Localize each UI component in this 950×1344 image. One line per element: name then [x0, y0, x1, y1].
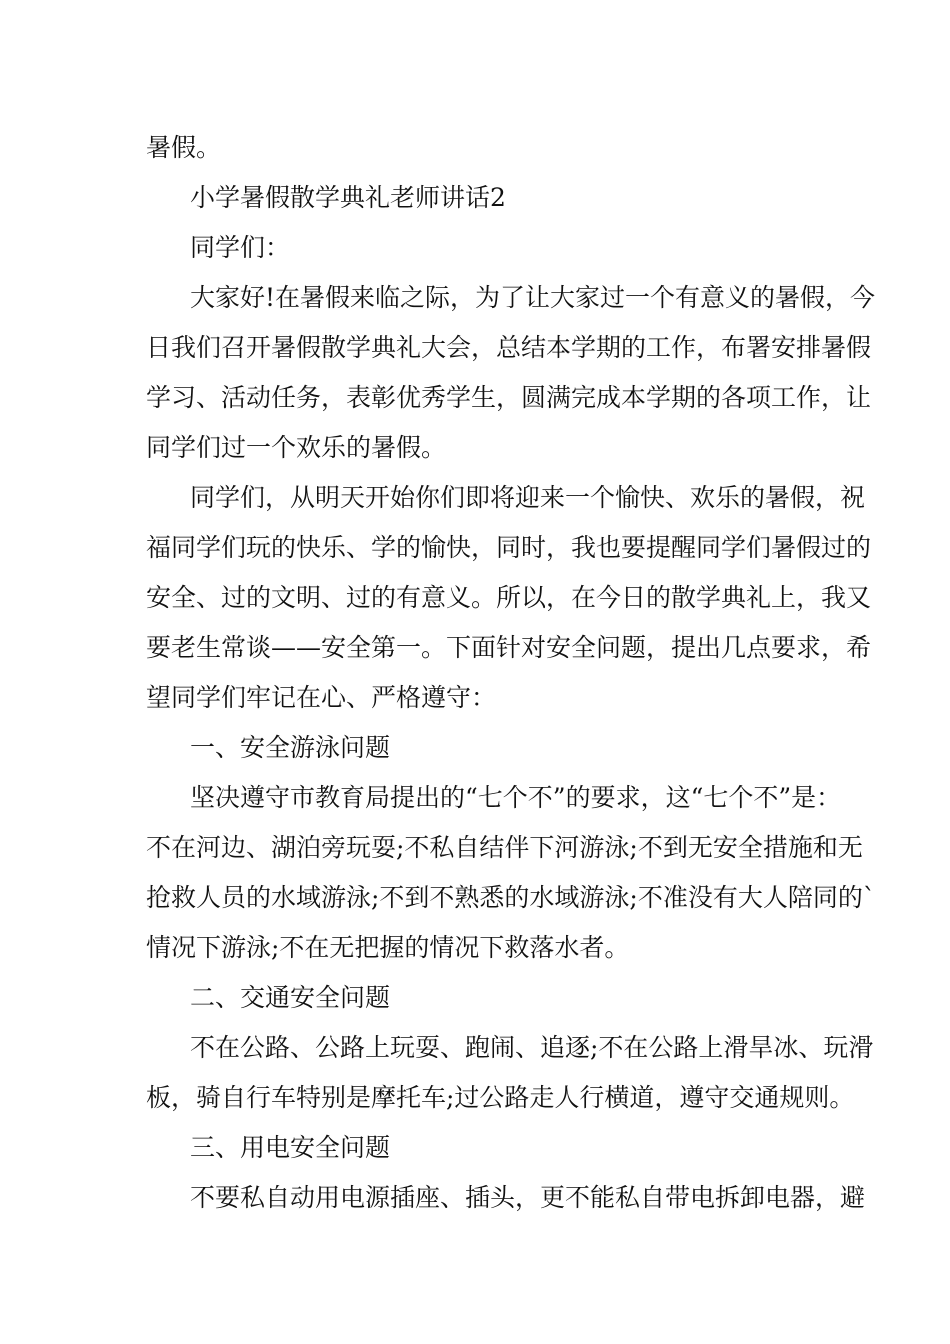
text-line-content: 不在公路、公路上玩耍、跑闹、追逐;不在公路上滑旱冰、玩滑 — [190, 1033, 874, 1062]
text-line-content: 暑假。 — [146, 133, 222, 162]
text-line-content: 要老生常谈——安全第一。下面针对安全问题，提出几点要求，希 — [146, 633, 872, 662]
text-line-content: 情况下游泳;不在无把握的情况下救落水者。 — [146, 933, 630, 962]
text-line-content: 大家好!在暑假来临之际，为了让大家过一个有意义的暑假，今 — [190, 283, 876, 312]
section-heading-text: 三、用电安全问题 — [190, 1133, 391, 1162]
text-line-content: 坚决遵守市教育局提出的“七个不”的要求，这“七个不”是： — [190, 783, 842, 812]
text-line-content: 福同学们玩的快乐、学的愉快，同时，我也要提醒同学们暑假过的 — [146, 533, 872, 562]
section-heading-text: 二、交通安全问题 — [190, 983, 391, 1012]
text-line-content: 板，骑自行车特别是摩托车;过公路走人行横道，遵守交通规则。 — [146, 1083, 855, 1112]
text-line-content: 安全、过的文明、过的有意义。所以，在今日的散学典礼上，我又 — [146, 583, 872, 612]
text-line-content: 抢救人员的水域游泳;不到不熟悉的水域游泳;不准没有大人陪同的` — [146, 883, 876, 912]
text-line-content: 学习、活动任务，表彰优秀学生，圆满完成本学期的各项工作，让 — [146, 383, 872, 412]
text-line-content: 同学们，从明天开始你们即将迎来一个愉快、欢乐的暑假，祝 — [190, 483, 866, 512]
text-line-content: 日我们召开暑假散学典礼大会，总结本学期的工作，布署安排暑假 — [146, 333, 872, 362]
text-line-content: 望同学们牢记在心、严格遵守： — [146, 683, 497, 712]
text-line-content: 不在河边、湖泊旁玩耍;不私自结伴下河游泳;不到无安全措施和无 — [146, 833, 863, 862]
salutation-text: 同学们： — [190, 233, 291, 262]
section-title-text: 小学暑假散学典礼老师讲话2 — [190, 183, 506, 212]
text-line-content: 同学们过一个欢乐的暑假。 — [146, 433, 447, 462]
section-heading-text: 一、安全游泳问题 — [190, 733, 391, 762]
text-line-content: 不要私自动用电源插座、插头，更不能私自带电拆卸电器，避 — [190, 1183, 866, 1212]
